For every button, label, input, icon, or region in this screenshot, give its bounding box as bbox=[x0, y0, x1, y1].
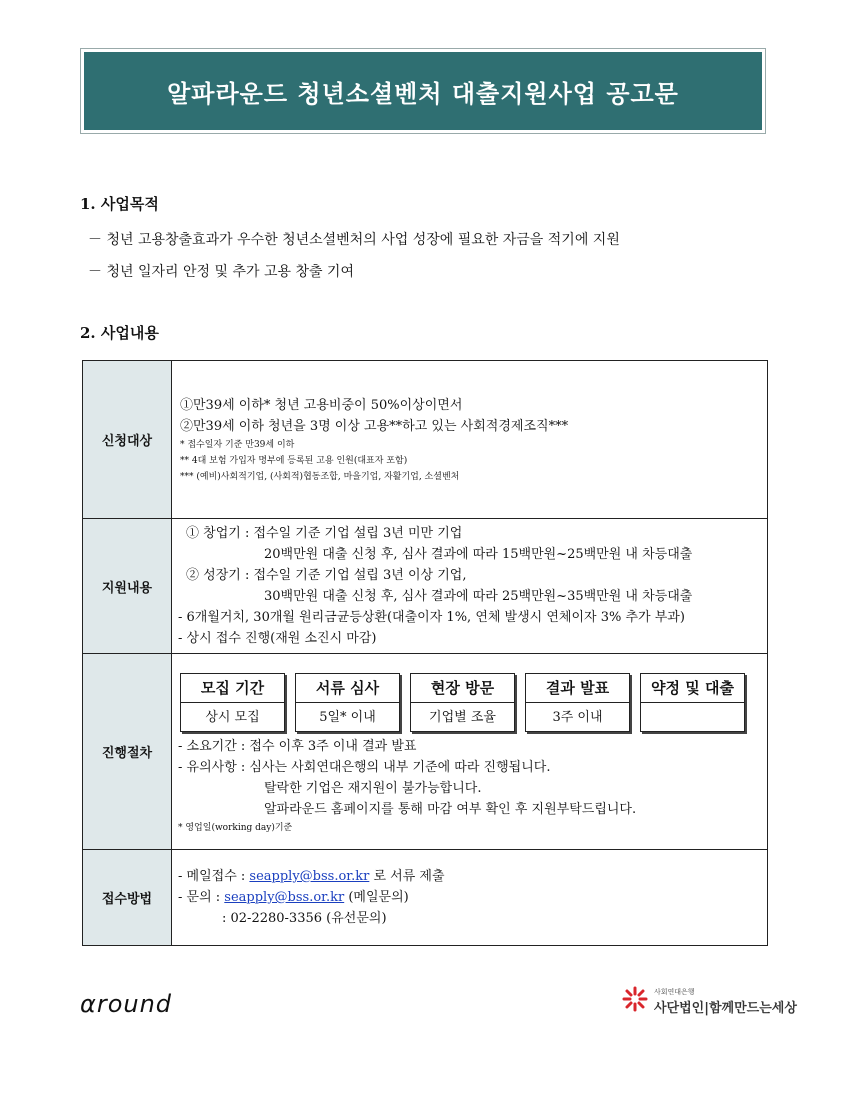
apply-inquiry-suffix: (메일문의) bbox=[344, 890, 409, 905]
bss-logo-text bbox=[654, 987, 797, 1016]
step-value: 기업별 조율 bbox=[429, 709, 496, 725]
bss-logo bbox=[622, 986, 797, 1016]
step-title: 결과 발표 bbox=[526, 674, 629, 703]
eligibility-note-3: *** (예비)사회적기업, (사회적)협동조합, 마을기업, 자활기업, 소셜벤처 bbox=[180, 471, 460, 482]
page-title: 알파라운드 청년소셜벤처 대출지원사업 공고문 bbox=[84, 52, 762, 130]
apply-inquiry-line bbox=[178, 887, 759, 908]
support-line-5: - 6개월거치, 30개월 원리금균등상환(대출이자 1%, 연체 발생시 연체이자 3% 추가 부과) bbox=[178, 610, 685, 625]
apply-mail-line bbox=[178, 866, 759, 887]
apply-inquiry-prefix: - 문의 : bbox=[178, 890, 225, 905]
bss-logo-bottom: 사단법인|함께만드는세상 bbox=[654, 1000, 797, 1016]
step-title: 서류 심사 bbox=[296, 674, 399, 703]
support-line-2: 20백만원 대출 신청 후, 심사 결과에 따라 15백만원~25백만원 내 차등대출 bbox=[264, 547, 693, 562]
process-step bbox=[640, 673, 745, 732]
sunburst-icon bbox=[622, 986, 648, 1016]
apply-mail-suffix: 로 서류 제출 bbox=[369, 869, 445, 884]
eligibility-line-2: ②만39세 이하 청년을 3명 이상 고용**하고 있는 사회적경제조직*** bbox=[180, 418, 569, 434]
inquiry-email-link[interactable]: seapply@bss.or.kr bbox=[224, 890, 345, 905]
step-value bbox=[641, 703, 744, 731]
process-line-3: 탈락한 기업은 재지원이 불가능합니다. bbox=[264, 781, 482, 796]
purpose-item-1: － 청년 고용창출효과가 우수한 청년소셜벤처의 사업 성장에 필요한 자금을 적기에 지원 bbox=[88, 232, 620, 248]
step-title: 모집 기간 bbox=[181, 674, 284, 703]
bss-logo-top: 사회연대은행 bbox=[654, 987, 695, 996]
email-link[interactable]: seapply@bss.or.kr bbox=[249, 869, 370, 884]
support-content bbox=[172, 519, 767, 653]
support-line-4: 30백만원 대출 신청 후, 심사 결과에 따라 25백만원~35백만원 내 차등대출 bbox=[264, 589, 693, 604]
purpose-item-2: － 청년 일자리 안정 및 추가 고용 창출 기여 bbox=[88, 264, 354, 280]
process-line-1: - 소요기간 : 접수 이후 3주 이내 결과 발표 bbox=[178, 739, 417, 754]
eligibility-label: 신청대상 bbox=[83, 361, 172, 519]
step-title: 현장 방문 bbox=[411, 674, 514, 703]
support-line-3: ② 성장기 : 접수일 기준 기업 설립 3년 이상 기업, bbox=[186, 568, 467, 583]
section1-heading: 1. 사업목적 bbox=[80, 195, 159, 213]
process-line-4: 알파라운드 홈페이지를 통해 마감 여부 확인 후 지원부탁드립니다. bbox=[264, 802, 637, 817]
support-line-1: ① 창업기 : 접수일 기준 기업 설립 3년 미만 기업 bbox=[186, 526, 463, 541]
support-label: 지원내용 bbox=[83, 519, 172, 654]
apply-mail-prefix: - 메일접수 : bbox=[178, 869, 250, 884]
process-content bbox=[172, 663, 767, 840]
step-value: 5일* 이내 bbox=[319, 709, 376, 725]
process-step bbox=[180, 673, 285, 732]
process-line-2: - 유의사항 : 심사는 사회연대은행의 내부 기준에 따라 진행됩니다. bbox=[178, 760, 551, 775]
step-value: 3주 이내 bbox=[552, 709, 603, 725]
apply-phone-line: : 02-2280-3356 (유선문의) bbox=[222, 911, 387, 926]
eligibility-note-2: ** 4대 보험 가입자 명부에 등록된 고용 인원(대표자 포함) bbox=[180, 455, 408, 466]
section2-heading: 2. 사업내용 bbox=[80, 324, 159, 342]
step-value: 상시 모집 bbox=[205, 709, 260, 725]
step-title: 약정 및 대출 bbox=[641, 674, 744, 703]
apply-content bbox=[172, 862, 767, 933]
business-table bbox=[82, 360, 768, 946]
process-step bbox=[525, 673, 630, 732]
process-label: 진행절차 bbox=[83, 654, 172, 850]
process-step bbox=[410, 673, 515, 732]
process-step bbox=[295, 673, 400, 732]
eligibility-note-1: * 접수일자 기준 만39세 이하 bbox=[180, 439, 295, 450]
title-frame bbox=[80, 48, 766, 134]
process-steps bbox=[180, 673, 759, 732]
alpharound-logo: αround bbox=[80, 990, 173, 1018]
apply-label: 접수방법 bbox=[83, 850, 172, 946]
eligibility-content bbox=[172, 391, 767, 489]
process-note: * 영업일(working day)기준 bbox=[178, 823, 293, 833]
support-line-6: - 상시 접수 진행(재원 소진시 마감) bbox=[178, 631, 377, 646]
eligibility-line-1: ①만39세 이하* 청년 고용비중이 50%이상이면서 bbox=[180, 397, 463, 413]
